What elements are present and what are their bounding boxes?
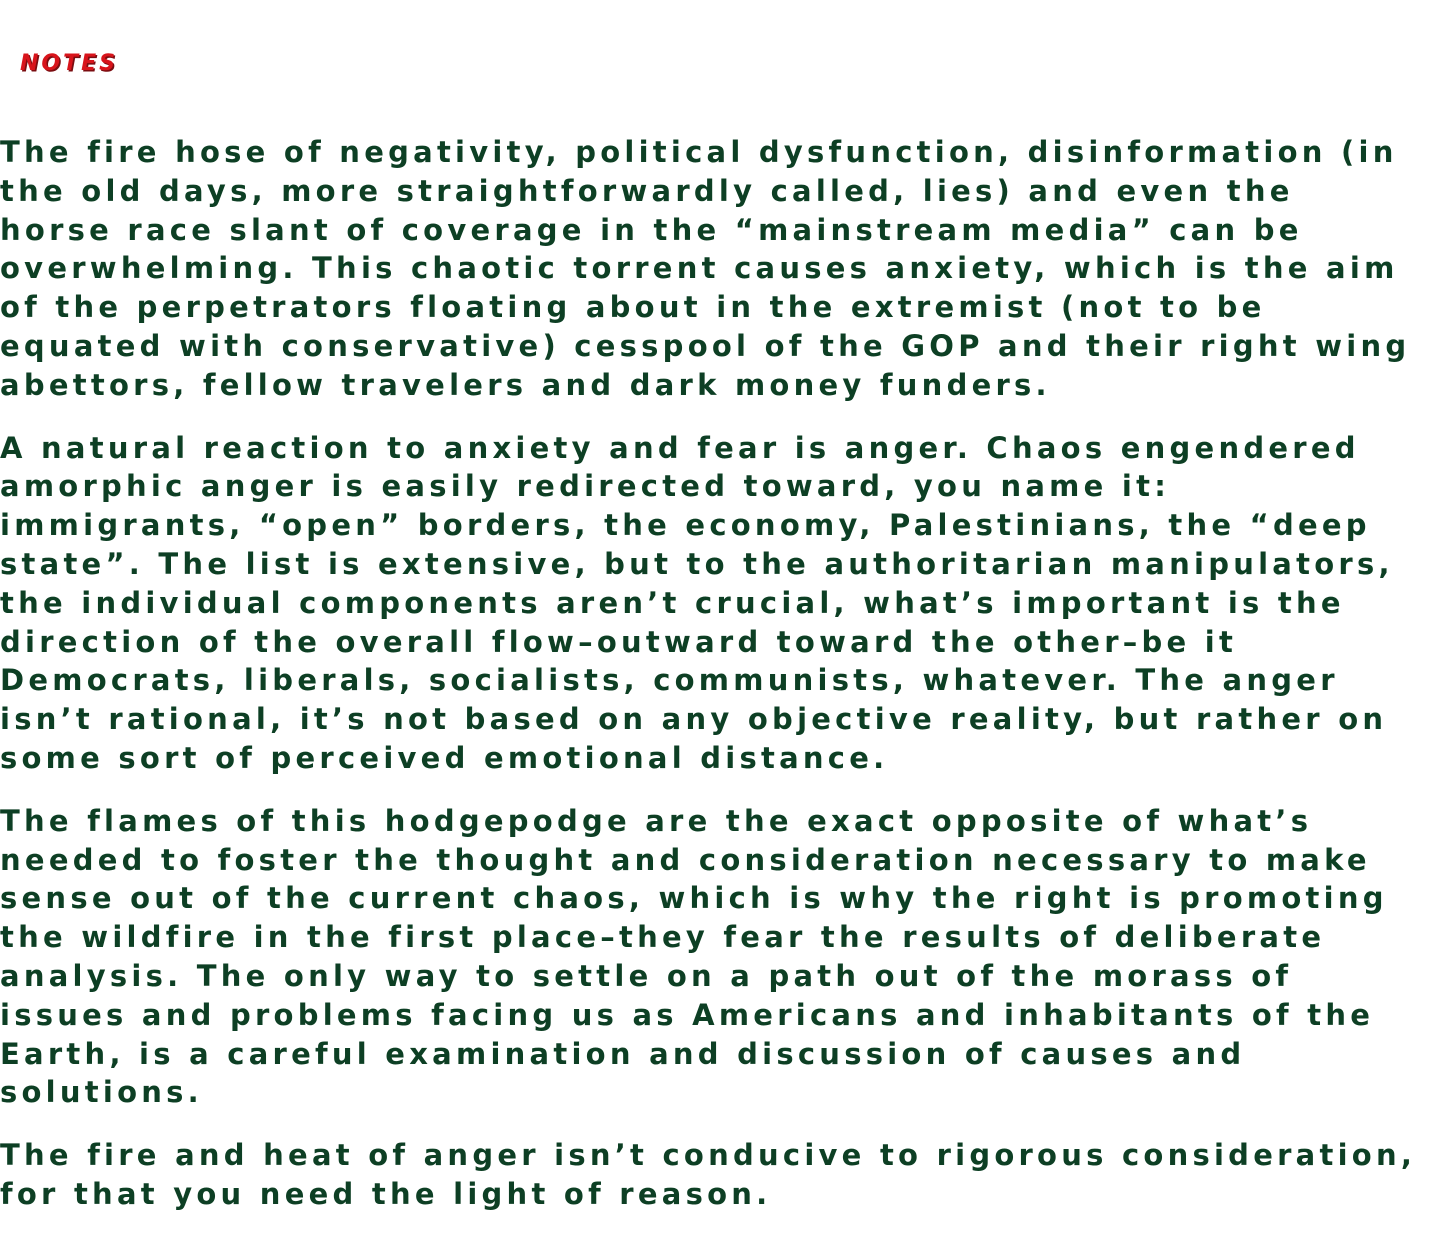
text-line: for that you need the light of reason. [0, 1176, 772, 1211]
text-line: direction of the overall flow–outward toward the other–be it [0, 624, 1238, 659]
text-line: The fire hose of negativity, political dysfunction, disinformation (in [0, 135, 1398, 169]
text-line: immigrants, “open” borders, the economy, Palestinians, the “deep [0, 508, 1371, 543]
notes-heading: notes [20, 42, 118, 78]
text-line: equated with conservative) cesspool of the GOP and their right wing [0, 328, 1411, 363]
text-line: sense out of the current chaos, which is why the right is promoting [0, 881, 1388, 916]
text-line: state”. The list is extensive, but to the authoritarian manipulators, [0, 546, 1394, 581]
text-line: solutions. [0, 1075, 203, 1110]
text-line: abettors, fellow travelers and dark money funders. [0, 367, 1051, 402]
text-line: overwhelming. This chaotic torrent causes anxiety, which is the aim [0, 251, 1399, 286]
text-line: isn’t rational, it’s not based on any objective reality, but rather on [0, 702, 1388, 737]
paragraph-2 [0, 429, 1456, 778]
text-line: amorphic anger is easily redirected toward, you name it: [0, 469, 1171, 504]
text-line: of the perpetrators floating about in the extremist (not to be [0, 290, 1266, 325]
text-line: horse race slant of coverage in the “mainstream media” can be [0, 212, 1303, 247]
text-line: analysis. The only way to settle on a path out of the morass of [0, 958, 1293, 993]
text-line: the wildfire in the first place–they fear the results of deliberate [0, 920, 1326, 955]
text-line: The fire and heat of anger isn’t conducive to rigorous consideration, [0, 1138, 1417, 1173]
text-line: the old days, more straightforwardly called, lies) and even the [0, 173, 1294, 208]
notes-body [0, 133, 1456, 1238]
text-line: the individual components aren’t crucial, what’s important is the [0, 585, 1345, 620]
text-line: needed to foster the thought and consideration necessary to make [0, 842, 1371, 877]
text-line: some sort of perceived emotional distance. [0, 740, 889, 775]
text-line: Earth, is a careful examination and discussion of causes and [0, 1036, 1246, 1071]
text-line: issues and problems facing us as Americans and inhabitants of the [0, 997, 1375, 1032]
text-line: The flames of this hodgepodge are the exact opposite of what’s [0, 803, 1313, 838]
text-line: A natural reaction to anxiety and fear is anger. Chaos engendered [0, 430, 1360, 465]
paragraph-4 [0, 1136, 1456, 1214]
text-line: Democrats, liberals, socialists, communists, whatever. The anger [0, 663, 1339, 698]
paragraph-3 [0, 802, 1456, 1112]
paragraph-1 [0, 133, 1456, 405]
